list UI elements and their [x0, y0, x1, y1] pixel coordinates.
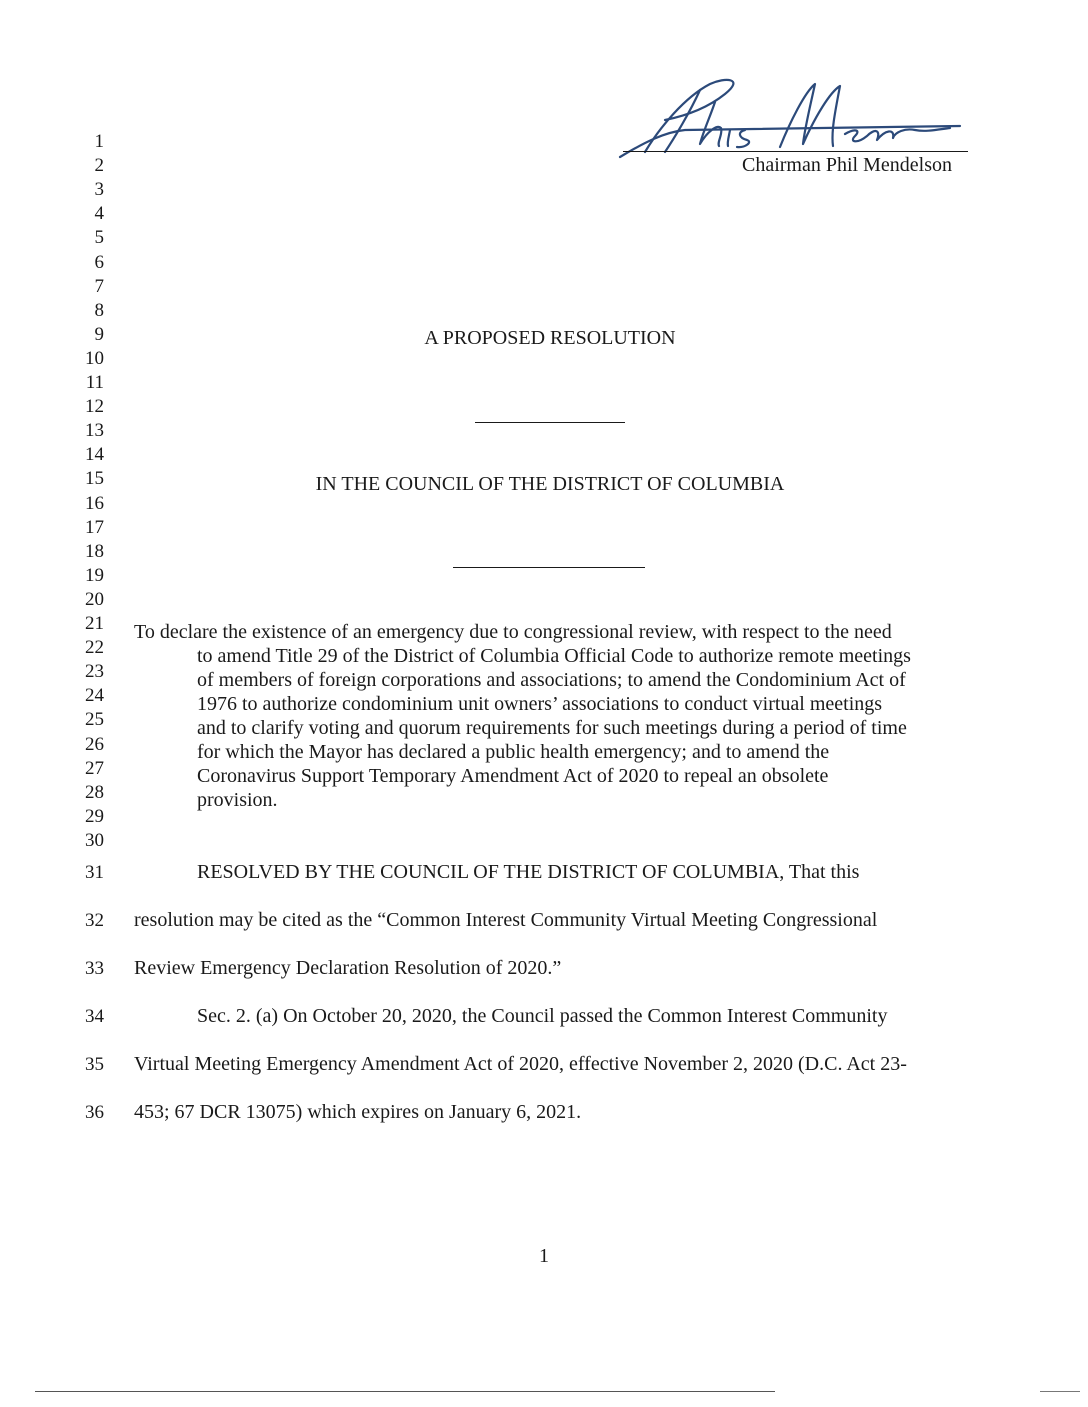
line-number: 36 — [85, 1102, 104, 1123]
footer-rule-right — [1040, 1391, 1080, 1392]
line-number: 1 — [94, 131, 104, 152]
line-number: 13 — [85, 420, 104, 442]
long-title-line: 1976 to authorize condominium unit owners’ associations to conduct virtual meetings — [197, 693, 883, 715]
line-number: 16 — [85, 492, 104, 514]
long-title-line: To declare the existence of an emergency due to congressional review, with respect to the need — [134, 621, 892, 643]
council-heading: IN THE COUNCIL OF THE DISTRICT OF COLUMBIA — [315, 473, 785, 495]
line-number: 34 — [85, 1006, 104, 1027]
line-number: 9 — [94, 323, 104, 345]
title-rule — [475, 422, 625, 423]
line-number: 31 — [85, 862, 104, 883]
body-line: RESOLVED BY THE COUNCIL OF THE DISTRICT OF COLUMBIA, That this — [197, 861, 860, 883]
line-number: 17 — [85, 516, 104, 538]
line-number: 10 — [85, 347, 104, 369]
line-number: 14 — [85, 444, 104, 466]
signer-caption: Chairman Phil Mendelson — [742, 154, 952, 176]
line-number: 18 — [85, 540, 104, 562]
line-number: 23 — [85, 661, 104, 683]
body-line: Sec. 2. (a) On October 20, 2020, the Council passed the Common Interest Community — [197, 1005, 888, 1027]
line-number: 2 — [94, 155, 104, 177]
body-line: 453; 67 DCR 13075) which expires on January 6, 2021. — [134, 1101, 582, 1123]
line-number: 32 — [85, 910, 104, 931]
body-line: Virtual Meeting Emergency Amendment Act of 2020, effective November 2, 2020 (D.C. Act 23- — [134, 1053, 907, 1075]
page-number: 1 — [539, 1245, 549, 1267]
signature-line — [623, 151, 968, 152]
heading-rule — [453, 567, 645, 568]
line-number: 35 — [85, 1054, 104, 1075]
line-number: 8 — [94, 299, 104, 321]
long-title-line: Coronavirus Support Temporary Amendment Act of 2020 to repeal an obsolete — [197, 765, 829, 787]
line-number: 7 — [94, 275, 104, 297]
line-number: 20 — [85, 588, 104, 610]
line-number: 30 — [85, 829, 104, 851]
line-number: 12 — [85, 396, 104, 418]
footer-rule — [35, 1391, 775, 1392]
line-number: 33 — [85, 958, 104, 979]
long-title-line: for which the Mayor has declared a public health emergency; and to amend the — [197, 741, 830, 763]
line-number: 11 — [85, 372, 104, 393]
long-title-line: and to clarify voting and quorum requirements for such meetings during a period of time — [197, 717, 907, 739]
line-number: 25 — [85, 709, 104, 731]
body-line: resolution may be cited as the “Common Interest Community Virtual Meeting Congressional — [134, 909, 878, 931]
line-number: 27 — [85, 757, 104, 779]
body-line: Review Emergency Declaration Resolution of 2020.” — [134, 957, 562, 979]
line-number: 5 — [94, 227, 104, 249]
long-title-line: of members of foreign corporations and associations; to amend the Condominium Act of — [197, 669, 906, 691]
line-number: 3 — [94, 179, 104, 201]
line-number: 6 — [94, 251, 104, 273]
line-number: 24 — [85, 685, 104, 707]
line-number: 15 — [85, 468, 104, 490]
resolution-title: A PROPOSED RESOLUTION — [424, 327, 676, 349]
line-number: 28 — [85, 781, 104, 803]
line-number: 19 — [85, 564, 104, 586]
line-number: 4 — [94, 203, 104, 225]
line-number: 26 — [85, 733, 104, 755]
line-number: 22 — [85, 637, 104, 659]
long-title-line: to amend Title 29 of the District of Columbia Official Code to authorize remote meetings — [197, 645, 911, 667]
line-number: 21 — [85, 613, 104, 634]
long-title-line: provision. — [197, 789, 278, 811]
line-number: 29 — [85, 805, 104, 827]
